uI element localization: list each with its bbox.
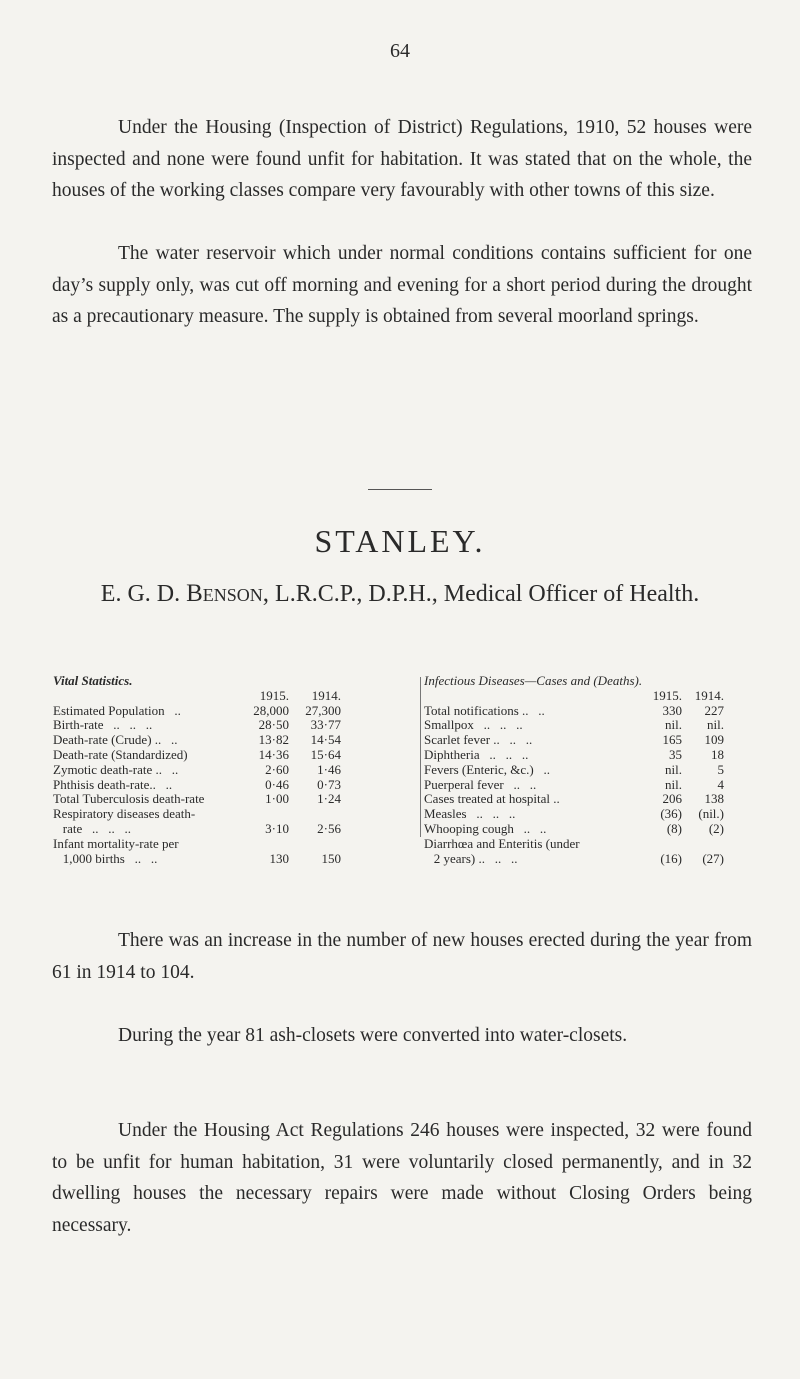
infectious-diseases-label: Cases treated at hospital .. [424, 791, 560, 807]
table-row [53, 822, 413, 837]
table-row [53, 807, 413, 822]
infectious-year-header-row [424, 689, 754, 704]
infectious-diseases-value-1914: (2) [708, 820, 724, 836]
table-row [53, 778, 413, 793]
vital-statistics-value-1914: 33·77 [310, 717, 341, 733]
vital-statistics-label: Respiratory diseases death- [53, 806, 196, 822]
infectious-diseases-value-1915: 330 [662, 702, 682, 718]
officer-initials: E. G. D. [100, 581, 181, 607]
page-number: 64 [390, 40, 410, 62]
officer-qualifications: L.R.C.P., D.P.H., Medical Officer of Health. [275, 581, 700, 607]
medical-officer-line [0, 580, 800, 608]
infectious-diseases-label: 2 years) .. .. .. [424, 850, 518, 866]
vital-statistics-table [53, 674, 413, 866]
table-row [53, 837, 413, 852]
vital-statistics-value-1914: 1·24 [317, 791, 341, 807]
infectious-diseases-value-1915: nil. [665, 717, 682, 733]
infectious-diseases-value-1915: 165 [662, 732, 682, 748]
infectious-diseases-value-1914: 18 [711, 746, 724, 762]
infectious-diseases-label: Diarrhœa and Enteritis (under [424, 835, 580, 851]
vital-statistics-value-1915: 0·46 [265, 776, 289, 792]
vital-statistics-value-1914: 150 [321, 850, 341, 866]
table-row [53, 748, 413, 763]
district-heading: STANLEY. [314, 523, 486, 559]
vital-caption-row [53, 674, 413, 689]
infectious-diseases-table [424, 674, 754, 866]
table-row [53, 792, 413, 807]
table-row [53, 718, 413, 733]
vital-statistics-label: 1,000 births .. .. [53, 850, 158, 866]
vital-year-1914: 1914. [311, 687, 341, 703]
infectious-diseases-value-1915: nil. [665, 761, 682, 777]
infectious-year-1915: 1915. [652, 687, 682, 703]
table-row [53, 852, 413, 867]
vital-statistics-value-1915: 28·50 [258, 717, 289, 733]
infectious-diseases-value-1914: 4 [717, 776, 724, 792]
infectious-diseases-label: Whooping cough .. .. [424, 820, 547, 836]
vital-statistics-label: Zymotic death-rate .. .. [53, 761, 179, 777]
vital-year-1915: 1915. [259, 687, 289, 703]
infectious-diseases-value-1915: (36) [660, 806, 682, 822]
vital-statistics-value-1915: 3·10 [265, 820, 289, 836]
table-row [424, 763, 754, 778]
infectious-diseases-label: Diphtheria .. .. .. [424, 746, 529, 762]
vital-statistics-label: Death-rate (Standardized) [53, 746, 188, 762]
vital-statistics-value-1915: 14·36 [258, 746, 289, 762]
vital-year-header-row [53, 689, 413, 704]
infectious-diseases-value-1914: nil. [707, 717, 724, 733]
infectious-diseases-value-1914: 138 [704, 791, 724, 807]
vital-statistics-label: rate .. .. .. [53, 820, 131, 836]
table-row [53, 704, 413, 719]
vital-statistics-value-1914: 2·56 [317, 820, 341, 836]
infectious-diseases-label: Puerperal fever .. .. [424, 776, 537, 792]
table-row [424, 733, 754, 748]
vital-statistics-label: Total Tuberculosis death-rate [53, 791, 205, 807]
vital-statistics-label: Phthisis death-rate.. .. [53, 776, 173, 792]
vital-statistics-label: Birth-rate .. .. .. [53, 717, 153, 733]
infectious-diseases-label: Measles .. .. .. [424, 806, 516, 822]
vital-statistics-label: Death-rate (Crude) .. .. [53, 732, 178, 748]
vital-statistics-value-1915: 1·00 [265, 791, 289, 807]
vital-statistics-value-1915: 13·82 [258, 732, 289, 748]
infectious-diseases-caption: Infectious Diseases—Cases and (Deaths). [424, 673, 643, 688]
infectious-diseases-value-1915: 35 [669, 746, 682, 762]
infectious-diseases-value-1915: (16) [660, 850, 682, 866]
vital-statistics-value-1914: 27,300 [305, 702, 341, 718]
vital-statistics-value-1914: 15·64 [310, 746, 341, 762]
column-rule [420, 677, 421, 837]
vital-statistics-value-1914: 14·54 [310, 732, 341, 748]
vital-statistics-value-1914: 0·73 [317, 776, 341, 792]
infectious-diseases-label: Fevers (Enteric, &c.) .. [424, 761, 550, 777]
vital-statistics-caption: Vital Statistics. [53, 673, 133, 688]
table-row [424, 704, 754, 719]
table-row [53, 733, 413, 748]
table-row [424, 778, 754, 793]
vital-statistics-label: Estimated Population .. [53, 702, 181, 718]
vital-statistics-value-1915: 130 [269, 850, 289, 866]
officer-surname: Benson, [186, 580, 270, 607]
paragraph-housing-inspection: Under the Housing (Inspection of District) Regulations, 1910, 52 houses were inspected and none were found unfit for habitation. It was stated that on the whole, the houses of the working classes compare very favourably with other towns of this size. [52, 117, 752, 201]
paragraph-water-reservoir: The water reservoir which under normal conditions contains sufficient for one day’s supply only, was cut off morning and evening for a short period during the drought as a precautionary measure. The supply is obtained from several moorland springs. [52, 243, 752, 327]
infectious-diseases-label: Scarlet fever .. .. .. [424, 732, 533, 748]
vital-statistics-value-1915: 2·60 [265, 761, 289, 777]
table-row [424, 748, 754, 763]
table-row [424, 837, 754, 852]
table-row [424, 792, 754, 807]
table-row [424, 807, 754, 822]
table-row [424, 822, 754, 837]
paragraph-housing-act: Under the Housing Act Regulations 246 houses were inspected, 32 were found to be unfit for human habitation, 31 were voluntarily closed permanently, and in 32 dwelling houses the necessary repairs were made without Closing Orders being necessary. [52, 1120, 752, 1236]
paragraph-new-houses: There was an increase in the number of new houses erected during the year from 61 in 1914 to 104. [52, 930, 752, 983]
paragraph-ash-closets: During the year 81 ash-closets were converted into water-closets. [118, 1025, 628, 1046]
table-row [424, 718, 754, 733]
infectious-diseases-value-1914: 227 [704, 702, 724, 718]
infectious-diseases-value-1915: 206 [662, 791, 682, 807]
infectious-diseases-value-1914: 109 [704, 732, 724, 748]
vital-statistics-value-1915: 28,000 [253, 702, 289, 718]
infectious-diseases-value-1914: (nil.) [698, 806, 724, 822]
table-row [53, 763, 413, 778]
infectious-caption-row [424, 674, 754, 689]
table-row [424, 852, 754, 867]
infectious-diseases-value-1915: nil. [665, 776, 682, 792]
vital-statistics-label: Infant mortality-rate per [53, 835, 179, 851]
section-divider [368, 489, 432, 490]
infectious-year-1914: 1914. [694, 687, 724, 703]
infectious-diseases-value-1914: (27) [702, 850, 724, 866]
infectious-diseases-value-1915: (8) [666, 820, 682, 836]
vital-statistics-value-1914: 1·46 [317, 761, 341, 777]
infectious-diseases-value-1914: 5 [717, 761, 724, 777]
infectious-diseases-label: Total notifications .. .. [424, 702, 545, 718]
infectious-diseases-label: Smallpox .. .. .. [424, 717, 523, 733]
